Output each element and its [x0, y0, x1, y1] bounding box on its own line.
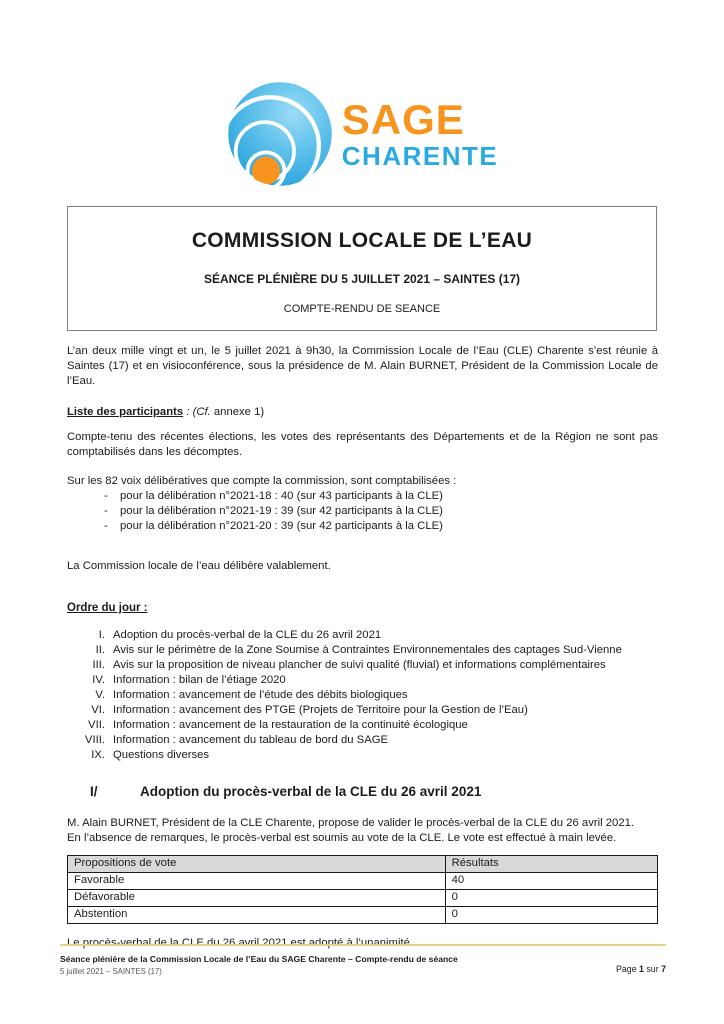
section1-heading: [67, 784, 658, 799]
agenda-item-number: IV.: [92, 674, 105, 686]
agenda-list: [67, 628, 658, 763]
document-type: COMPTE-RENDU DE SEANCE: [283, 303, 441, 315]
page-number: 1: [639, 964, 644, 974]
table-header-row: [68, 856, 658, 873]
votes-paragraph: Sur les 82 voix délibératives que compte la commission, sont comptabilisées :: [67, 475, 457, 487]
page-footer: [60, 944, 666, 976]
vote-table-body: [68, 873, 658, 924]
agenda-item-text: Avis sur la proposition de niveau plancher de suivi qualité (fluvial) et informations complémentaires: [113, 659, 606, 671]
participants-label: Liste des participants: [67, 406, 184, 418]
agenda-item-text: Information : avancement de l’étude des débits biologiques: [113, 689, 408, 701]
agenda-item-number: III.: [92, 659, 105, 671]
footer-date: 5 juillet 2021 – SAINTES (17): [60, 967, 162, 976]
vote-result-cell: 0: [445, 907, 657, 924]
agenda-item-text: Information : avancement des PTGE (Projets de Territoire pour la Gestion de l’Eau): [113, 704, 528, 716]
agenda-item-text: Information : avancement de la restauration de la continuité écologique: [113, 719, 468, 731]
sage-charente-logo: [0, 0, 724, 188]
deliberation-text: pour la délibération n°2021-19 : 39 (sur 42 participants à la CLE): [120, 505, 443, 517]
bullet-dash: -: [104, 505, 108, 517]
agenda-item-text: Information : avancement du tableau de bord du SAGE: [113, 734, 389, 746]
footer-text-block: [60, 954, 458, 976]
vote-results-table: [67, 855, 658, 924]
section1-number: I/: [90, 784, 98, 799]
logo-wordmark: [341, 96, 499, 171]
agenda-item-number: I.: [98, 629, 105, 641]
agenda-item: [67, 748, 658, 763]
deliberation-conclusion: La Commission locale de l’eau délibère valablement.: [67, 560, 331, 572]
table-row: [68, 890, 658, 907]
deliberation-list: [67, 489, 658, 534]
agenda-item-number: IX.: [91, 749, 105, 761]
document-subtitle: SÉANCE PLÉNIÈRE DU 5 JUILLET 2021 – SAINTES (17): [203, 272, 521, 286]
agenda-item: [67, 733, 658, 748]
vote-option-cell: Abstention: [68, 907, 446, 924]
table-row: [68, 873, 658, 890]
vote-result-cell: 40: [445, 873, 657, 890]
column-header-propositions: Propositions de vote: [68, 856, 446, 873]
agenda-item: [67, 643, 658, 658]
deliberation-item: [67, 489, 658, 504]
agenda-item: [67, 718, 658, 733]
agenda-item-number: II.: [95, 644, 105, 656]
deliberation-text: pour la délibération n°2021-20 : 39 (sur 42 participants à la CLE): [120, 520, 443, 532]
page-label: Page: [616, 964, 637, 974]
page-indicator: [616, 964, 666, 974]
water-sphere-icon: [226, 80, 334, 188]
section1-paragraph2: En l’absence de remarques, le procès-verbal est soumis au vote de la CLE. Le vote est effectué à main levée.: [67, 832, 617, 844]
agenda-item: [67, 688, 658, 703]
page-total: 7: [661, 964, 666, 974]
vote-option-cell: Défavorable: [68, 890, 446, 907]
participants-note: annexe 1): [210, 406, 265, 418]
agenda-item: [67, 673, 658, 688]
footer-title: Séance plénière de la Commission Locale de l’Eau du SAGE Charente – Compte-rendu de séance: [60, 954, 458, 964]
deliberation-item: [67, 504, 658, 519]
title-box: [67, 206, 657, 331]
agenda-item-number: VII.: [88, 719, 105, 731]
document-body: [67, 344, 658, 951]
bullet-dash: -: [104, 490, 108, 502]
intro-paragraph: L’an deux mille vingt et un, le 5 juillet 2021 à 9h30, la Commission Locale de l’Eau (CLE) Charente s’est réunie à Saintes (17) et en visioconférence, sous la présidence de M. Alain BURNET, Président de la Commission Locale de l’Eau.: [67, 345, 658, 387]
agenda-item-text: Adoption du procès-verbal de la CLE du 26 avril 2021: [113, 629, 382, 641]
participants-separator: :: [183, 406, 193, 418]
section1-paragraph1: M. Alain BURNET, Président de la CLE Charente, propose de valider le procès-verbal de la CLE du 26 avril 2021.: [67, 817, 635, 829]
vote-conclusion: Le procès-verbal de la CLE du 26 avril 2021 est adopté à l’unanimité.: [67, 937, 414, 949]
agenda-item-number: V.: [95, 689, 105, 701]
section1-title: Adoption du procès-verbal de la CLE du 26 avril 2021: [140, 784, 482, 799]
page-separator: sur: [646, 964, 659, 974]
elections-paragraph: Compte-tenu des récentes élections, les votes des représentants des Départements et de la Région ne sont pas comptabilisés dans les décomptes.: [67, 431, 658, 458]
agenda-item-text: Information : bilan de l’étiage 2020: [113, 674, 286, 686]
participants-cf: (Cf.: [192, 406, 211, 418]
agenda-item: [67, 628, 658, 643]
agenda-item: [67, 703, 658, 718]
deliberation-item: [67, 519, 658, 534]
agenda-item-text: Avis sur le périmètre de la Zone Soumise à Contraintes Environnementales des captages Sud-Vienne: [113, 644, 622, 656]
logo-sage-text: SAGE: [341, 96, 465, 143]
column-header-resultats: Résultats: [445, 856, 657, 873]
document-title: COMMISSION LOCALE DE L’EAU: [191, 229, 533, 252]
agenda-item-number: VIII.: [84, 734, 105, 746]
deliberation-text: pour la délibération n°2021-18 : 40 (sur 43 participants à la CLE): [120, 490, 443, 502]
agenda-item-number: VI.: [91, 704, 105, 716]
vote-option-cell: Favorable: [68, 873, 446, 890]
agenda-heading: Ordre du jour :: [67, 602, 148, 614]
participants-line: [67, 405, 658, 420]
logo-charente-text: CHARENTE: [341, 141, 499, 171]
table-row: [68, 907, 658, 924]
bullet-dash: -: [104, 520, 108, 532]
agenda-item: [67, 658, 658, 673]
vote-result-cell: 0: [445, 890, 657, 907]
agenda-item-text: Questions diverses: [113, 749, 210, 761]
